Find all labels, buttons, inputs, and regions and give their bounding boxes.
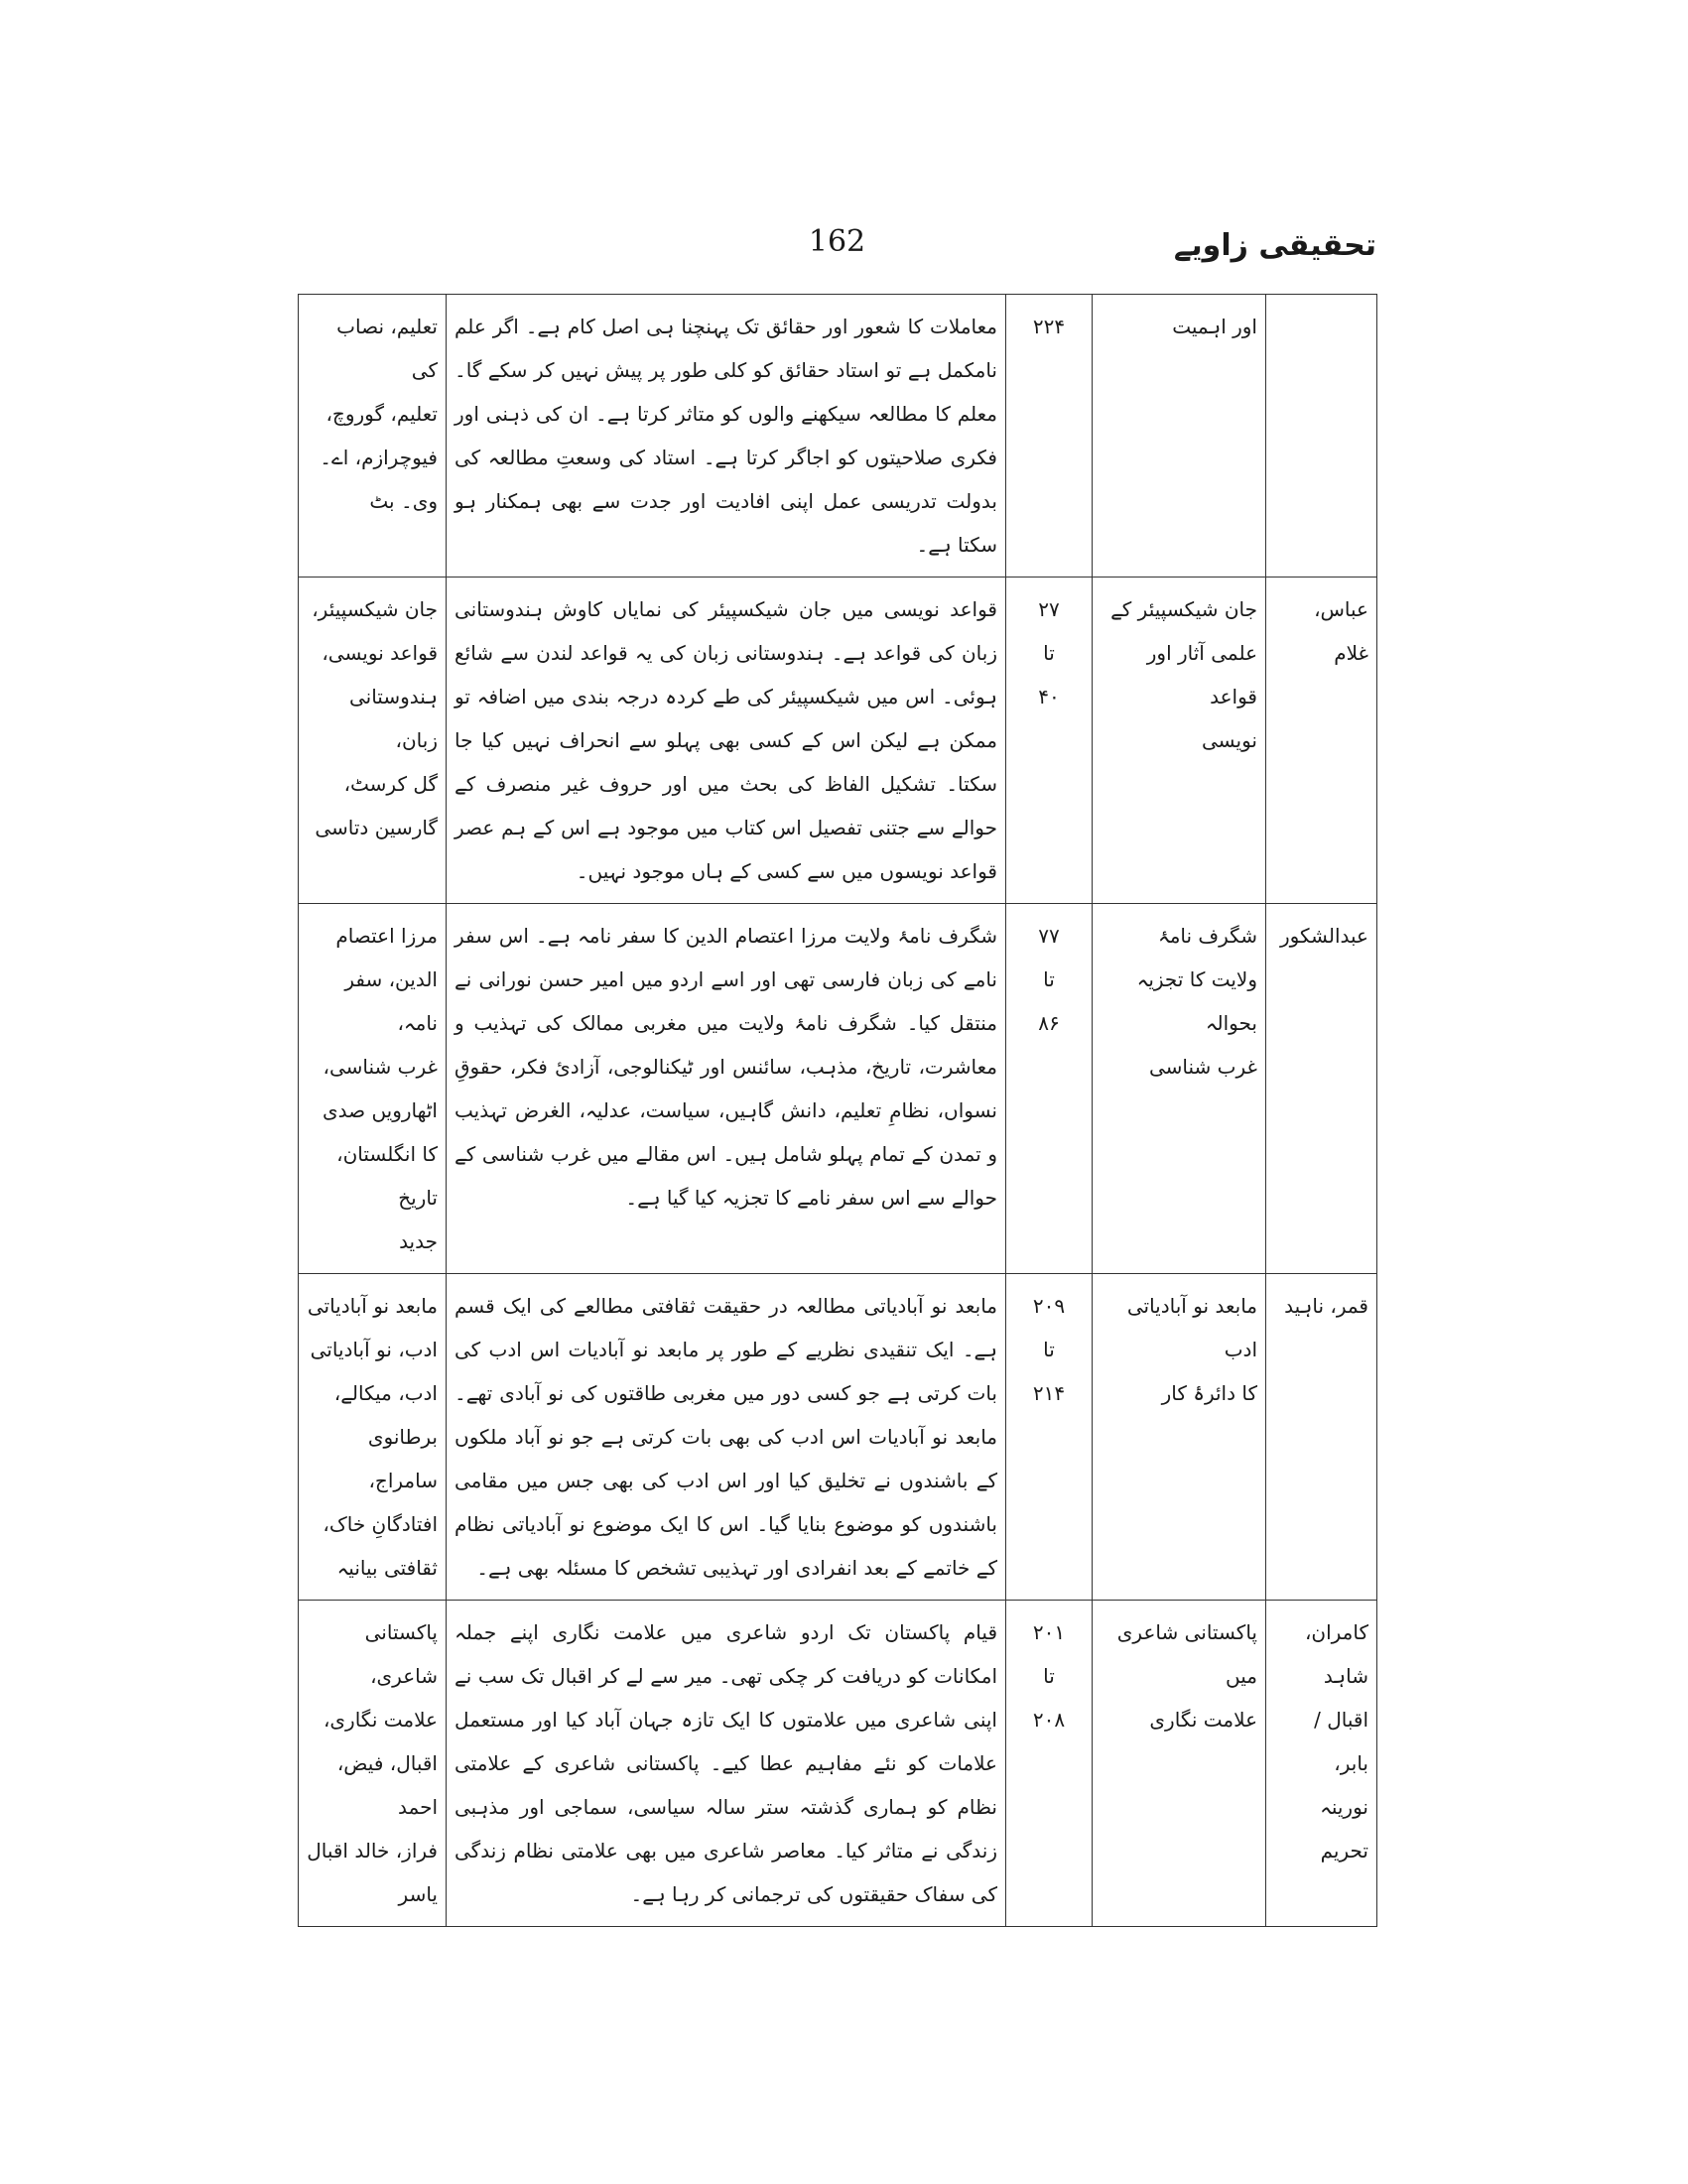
entries-table	[298, 294, 1377, 1927]
author-cell: عباس، غلام	[1266, 578, 1377, 904]
table-row	[299, 295, 1377, 578]
pages-cell: ۷۷ تا ۸۶	[1006, 904, 1093, 1274]
title-cell: شگرف نامۂ ولایت کا تجزیہ بحوالہ غرب شناسی	[1093, 904, 1266, 1274]
pages-cell: ۲۲۴	[1006, 295, 1093, 578]
title-cell: اور اہمیت	[1093, 295, 1266, 578]
summary-cell: شگرف نامۂ ولایت مرزا اعتصام الدین کا سفر نامہ ہے۔ اس سفر نامے کی زبان فارسی تھی اور اسے اردو میں امیر حسن نورانی نے منتقل کیا۔ شگرف نامۂ ولایت میں مغربی ممالک کی تہذیب و معاشرت، تاریخ، مذہب، سائنس اور ٹیکنالوجی، آزادیٔ فکر، حقوقِ نسواں، نظامِ تعلیم، دانش گاہیں، سیاست، عدلیہ، الغرض تہذیب و تمدن کے تمام پہلو شامل ہیں۔ اس مقالے میں غرب شناسی کے حوالے سے اس سفر نامے کا تجزیہ کیا گیا ہے۔	[447, 904, 1006, 1274]
keywords-cell: جان شیکسپیئر، قواعد نویسی، ہندوستانی زبان، گل کرسٹ، گارسین دتاسی	[299, 578, 447, 904]
table-row	[299, 1274, 1377, 1601]
author-cell	[1266, 295, 1377, 578]
summary-cell: مابعد نو آبادیاتی مطالعہ در حقیقت ثقافتی مطالعے کی ایک قسم ہے۔ ایک تنقیدی نظریے کے طور پر مابعد نو آبادیات اس ادب کی بات کرتی ہے جو کسی دور میں مغربی طاقتوں کی نو آبادی تھے۔ مابعد نو آبادیات اس ادب کی بھی بات کرتی ہے جو نو آباد ملکوں کے باشندوں نے تخلیق کیا اور اس ادب کی بھی جس میں مقامی باشندوں کو موضوع بنایا گیا۔ اس کا ایک موضوع نو آبادیاتی نظام کے خاتمے کے بعد انفرادی اور تہذیبی تشخص کا مسئلہ بھی ہے۔	[447, 1274, 1006, 1601]
title-cell: پاکستانی شاعری میں علامت نگاری	[1093, 1601, 1266, 1927]
pages-cell: ۲۷ تا ۴۰	[1006, 578, 1093, 904]
table-row	[299, 578, 1377, 904]
keywords-cell: پاکستانی شاعری، علامت نگاری، اقبال، فیض، احمد فراز، خالد اقبال یاسر	[299, 1601, 447, 1927]
journal-title: تحقیقی زاویے	[1173, 228, 1376, 263]
title-cell: مابعد نو آبادیاتی ادب کا دائرۂ کار	[1093, 1274, 1266, 1601]
keywords-cell: تعلیم، نصاب کی تعلیم، گوروچ، فیوچرازم، اے۔ وی۔ بٹ	[299, 295, 447, 578]
author-cell: کامران، شاہد اقبال / بابر، نورینہ تحریم	[1266, 1601, 1377, 1927]
page-number: 162	[808, 224, 866, 259]
title-cell: جان شیکسپیئر کے علمی آثار اور قواعد نویسی	[1093, 578, 1266, 904]
pages-cell: ۲۰۱ تا ۲۰۸	[1006, 1601, 1093, 1927]
author-cell: عبدالشکور	[1266, 904, 1377, 1274]
keywords-cell: مابعد نو آبادیاتی ادب، نو آبادیاتی ادب، میکالے، برطانوی سامراج، افتادگانِ خاک، ثقافتی بیانیہ	[299, 1274, 447, 1601]
summary-cell: قواعد نویسی میں جان شیکسپیئر کی نمایاں کاوش ہندوستانی زبان کی قواعد ہے۔ ہندوستانی زبان کی یہ قواعد لندن سے شائع ہوئی۔ اس میں شیکسپیئر کی طے کردہ درجہ بندی میں اضافہ تو ممکن ہے لیکن اس کے کسی بھی پہلو سے انحراف نہیں کیا جا سکتا۔ تشکیل الفاظ کی بحث میں اور حروف غیر منصرف کے حوالے سے جتنی تفصیل اس کتاب میں موجود ہے اس کے ہم عصر قواعد نویسوں میں سے کسی کے ہاں موجود نہیں۔	[447, 578, 1006, 904]
table-row	[299, 1601, 1377, 1927]
author-cell: قمر، ناہید	[1266, 1274, 1377, 1601]
summary-cell: معاملات کا شعور اور حقائق تک پہنچنا ہی اصل کام ہے۔ اگر علم نامکمل ہے تو استاد حقائق کو کلی طور پر پیش نہیں کر سکے گا۔ معلم کا مطالعہ سیکھنے والوں کو متاثر کرتا ہے۔ ان کی ذہنی اور فکری صلاحیتوں کو اجاگر کرتا ہے۔ استاد کی وسعتِ مطالعہ کی بدولت تدریسی عمل اپنی افادیت اور جدت سے بھی ہمکنار ہو سکتا ہے۔	[447, 295, 1006, 578]
summary-cell: قیام پاکستان تک اردو شاعری میں علامت نگاری اپنے جملہ امکانات کو دریافت کر چکی تھی۔ میر سے لے کر اقبال تک سب نے اپنی شاعری میں علامتوں کا ایک تازہ جہان آباد کیا اور مستعمل علامات کو نئے مفاہیم عطا کیے۔ پاکستانی شاعری کے علامتی نظام کو ہماری گذشتہ ستر سالہ سیاسی، سماجی اور مذہبی زندگی نے متاثر کیا۔ معاصر شاعری میں بھی علامتی نظام زندگی کی سفاک حقیقتوں کی ترجمانی کر رہا ہے۔	[447, 1601, 1006, 1927]
pages-cell: ۲۰۹ تا ۲۱۴	[1006, 1274, 1093, 1601]
table-row	[299, 904, 1377, 1274]
page-header	[298, 224, 1376, 274]
keywords-cell: مرزا اعتصام الدین، سفر نامہ، غرب شناسی، اٹھارویں صدی کا انگلستان، تاریخ جدید	[299, 904, 447, 1274]
